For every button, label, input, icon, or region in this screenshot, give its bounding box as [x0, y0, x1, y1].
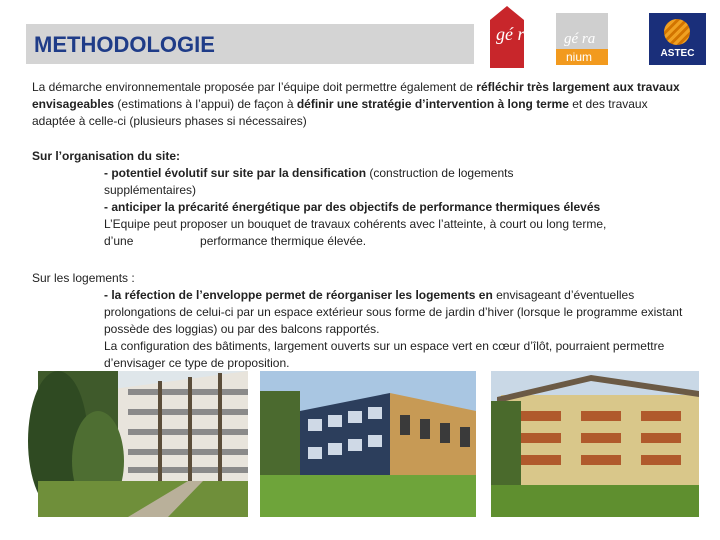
intro-bold-1: réfléchir très largement aux travaux envisageables — [32, 80, 680, 111]
site-bold-1: - potentiel évolutif sur site par la densification — [104, 166, 367, 180]
site-text-1: (construction de logements supplémentaires) — [104, 166, 514, 197]
photo-building-blue — [260, 371, 476, 517]
logements-item-enveloppe — [104, 287, 694, 338]
intro-paragraph — [32, 79, 692, 130]
astec-logo-text: ASTEC — [660, 48, 695, 59]
site-item-densification — [104, 165, 564, 199]
astec-sun-icon — [664, 19, 690, 45]
geranium-logo-top: gé ra — [564, 31, 596, 47]
logements-item-configuration: La configuration des bâtiments, largement ouverts sur un espace vert en cœur d’îlôt, pourraient permettre d’envisager ce type de proposition. — [104, 339, 665, 370]
site-item-equipe: L’Equipe peut proposer un bouquet de travaux cohérents avec l’atteinte, à court ou long terme, d’une performance thermique élevée. — [104, 217, 610, 248]
astec-logo — [649, 13, 706, 65]
logements-bold-1: - la réfection de l’enveloppe permet de réorganiser les logements en — [104, 288, 493, 302]
photo-building-white — [38, 371, 248, 517]
site-bold-2: - anticiper la précarité énergétique par des objectifs de performance thermiques élevés — [104, 200, 601, 214]
gera-logo-text: gé ra — [496, 24, 534, 44]
site-heading-text: Sur l’organisation du site: — [32, 149, 181, 163]
geranium-logo — [556, 13, 608, 65]
logements-text-1: envisageant d’éventuelles prolongations de celui-ci par un espace extérieur sous forme de jardin d’hiver (lorsque le programme existant possède des loggias) ou par des balcons rapportés. — [104, 288, 683, 336]
logements-heading: Sur les logements : — [32, 271, 135, 285]
page-title: METHODOLOGIE — [34, 32, 215, 57]
intro-bold-2: définir une stratégie d’intervention à long terme — [296, 97, 569, 111]
photo-building-yellow — [491, 371, 699, 517]
site-item-energie — [104, 199, 644, 216]
intro-text-2: (estimations à l’appui) de façon à — [114, 97, 297, 111]
title-bar — [26, 24, 474, 64]
gera-logo — [490, 6, 534, 68]
intro-text-1: La démarche environnementale proposée par l’équipe doit permettre également de — [32, 80, 477, 94]
site-heading — [32, 148, 180, 165]
geranium-logo-bottom: nium — [566, 50, 593, 64]
intro-text-3: et des travaux adaptée à celle-ci (plusieurs phases si nécessaires) — [32, 97, 648, 128]
